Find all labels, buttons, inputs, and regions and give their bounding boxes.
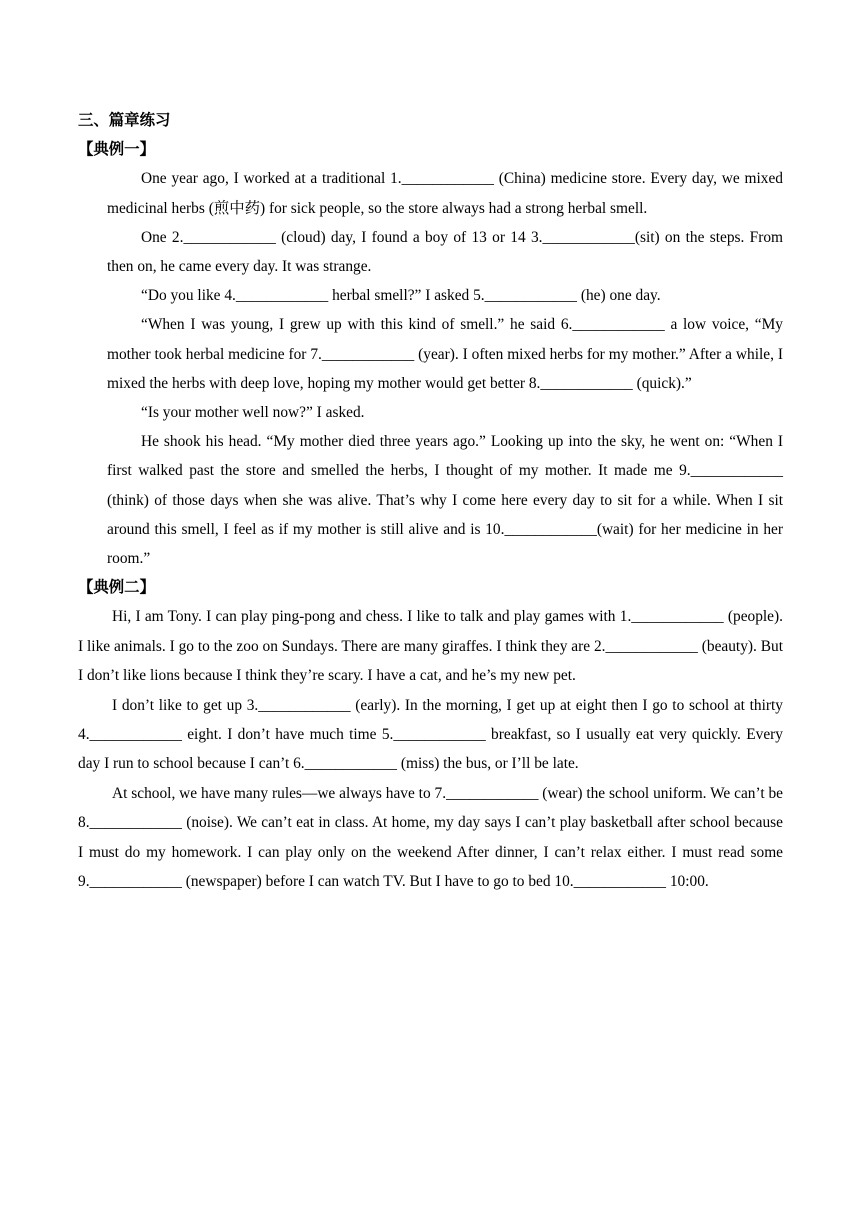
example-1-label: 【典例一】	[78, 141, 155, 159]
passage-paragraph: One 2.____________ (cloud) day, I found a boy of 13 or 14 3.____________(sit) on the steps. From then on, he came every day. It was strange.	[107, 228, 783, 276]
example-2-label: 【典例二】	[78, 579, 155, 597]
passage-paragraph: One year ago, I worked at a traditional 1.____________ (China) medicine store. Every day, we mixed medicinal herbs (煎中药) for sick people, so the store always had a strong herbal smell.	[107, 170, 783, 217]
passage-paragraph: “Is your mother well now?” I asked.	[141, 404, 365, 422]
passage-paragraph: “When I was young, I grew up with this kind of smell.” he said 6.____________ a low voice, “My mother took herbal medicine for 7.____________ (year). I often mixed herbs for my mother.” After a while, I mixed the herbs with deep love, hoping my mother would get better 8.____________ (quick).”	[107, 316, 783, 392]
document-page	[78, 106, 783, 897]
passage-paragraph: At school, we have many rules—we always have to 7.____________ (wear) the school uniform. We can’t be 8.____________ (noise). We can’t eat in class. At home, my day says I can’t play basketball after school because I must do my homework. I can play only on the weekend After dinner, I can’t relax either. I must read some 9.____________ (newspaper) before I can watch TV. But I have to go to bed 10.____________ 10:00.	[78, 784, 783, 891]
passage-paragraph: He shook his head. “My mother died three years ago.” Looking up into the sky, he went on: “When I first walked past the store and smelled the herbs, I thought of my mother. It made me 9.____________ (think) of those days when she was alive. That’s why I come here every day to sit for a while. When I sit around this smell, I feel as if my mother is still alive and is 10.____________(wait) for her medicine in her room.”	[107, 433, 783, 568]
passage-paragraph: “Do you like 4.____________ herbal smell?” I asked 5.____________ (he) one day.	[141, 287, 661, 305]
passage-paragraph: Hi, I am Tony. I can play ping-pong and chess. I like to talk and play games with 1.____________ (people). I like animals. I go to the zoo on Sundays. There are many giraffes. I think they are 2.____________ (beauty). But I don’t like lions because I think they’re scary. I have a cat, and he’s my new pet.	[78, 608, 783, 685]
passage-paragraph: I don’t like to get up 3.____________ (early). In the morning, I get up at eight then I go to school at thirty 4.____________ eight. I don’t have much time 5.____________ breakfast, so I usually eat very quickly. Every day I run to school because I can’t 6.____________ (miss) the bus, or I’ll be late.	[78, 696, 783, 773]
example-2-passage	[78, 602, 783, 896]
section-title: 三、篇章练习	[78, 112, 171, 129]
example-1-passage	[78, 164, 783, 573]
